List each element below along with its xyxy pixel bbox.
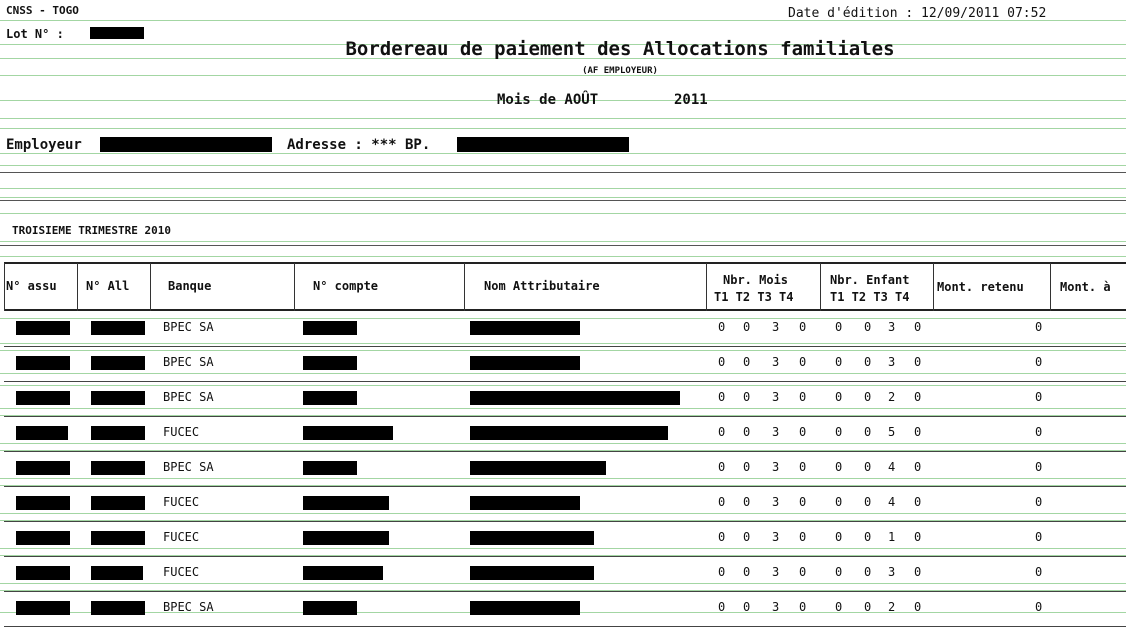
paper-stripe — [0, 241, 1126, 242]
redacted-no-compte — [303, 461, 357, 475]
redacted-no-all — [91, 531, 145, 545]
cell-nbr-enfant: 4 — [888, 460, 896, 474]
address-label: Adresse : *** BP. — [287, 137, 431, 153]
cell-nbr-mois: 0 — [718, 530, 726, 544]
cell-banque: FUCEC — [163, 565, 200, 579]
paper-stripe — [0, 583, 1126, 584]
redacted-address — [457, 137, 629, 152]
paper-stripe — [0, 385, 1126, 386]
redacted-no-all — [91, 426, 145, 440]
redacted-lot-number — [90, 27, 144, 39]
cell-nbr-enfant: 0 — [914, 495, 922, 509]
redacted-no-assu — [16, 496, 70, 510]
cell-banque: FUCEC — [163, 425, 200, 439]
column-divider — [464, 263, 465, 311]
cell-nbr-mois: 0 — [743, 355, 751, 369]
cell-nbr-enfant: 0 — [864, 390, 872, 404]
edition-date: Date d'édition : 12/09/2011 07:52 — [788, 6, 1047, 21]
cell-nbr-enfant: 1 — [888, 530, 896, 544]
cell-nbr-enfant: 0 — [835, 425, 843, 439]
cell-mont-retenu: 0 — [1035, 425, 1043, 439]
cell-nbr-mois: 3 — [772, 425, 780, 439]
cell-mont-retenu: 0 — [1035, 530, 1043, 544]
redacted-no-assu — [16, 531, 70, 545]
cell-nbr-enfant: 2 — [888, 390, 896, 404]
redacted-no-compte — [303, 391, 357, 405]
cell-nbr-enfant: 4 — [888, 495, 896, 509]
cell-nbr-mois: 0 — [799, 460, 807, 474]
column-divider — [820, 263, 821, 311]
paper-stripe — [0, 408, 1126, 409]
cell-nbr-mois: 0 — [718, 600, 726, 614]
cell-nbr-enfant: 0 — [835, 320, 843, 334]
cell-mont-retenu: 0 — [1035, 390, 1043, 404]
redacted-no-compte — [303, 321, 357, 335]
cell-banque: BPEC SA — [163, 320, 214, 334]
table-header-border — [4, 309, 1126, 311]
cell-nbr-mois: 0 — [718, 320, 726, 334]
redacted-nom-attributaire — [470, 496, 580, 510]
cell-nbr-mois: 0 — [718, 355, 726, 369]
row-rule — [4, 556, 1126, 557]
paper-stripe — [0, 343, 1126, 344]
paper-stripe — [0, 513, 1126, 514]
month-label: Mois de AOÛT — [497, 92, 599, 108]
cell-nbr-mois: 0 — [799, 495, 807, 509]
redacted-no-assu — [16, 391, 70, 405]
paper-stripe — [0, 373, 1126, 374]
cell-nbr-mois: 0 — [718, 425, 726, 439]
redacted-no-compte — [303, 426, 393, 440]
row-rule — [4, 416, 1126, 417]
cell-nbr-mois: 0 — [799, 600, 807, 614]
redacted-no-all — [91, 356, 145, 370]
cell-nbr-mois: 0 — [718, 565, 726, 579]
lot-label: Lot N° : — [6, 27, 64, 41]
cell-mont-retenu: 0 — [1035, 495, 1043, 509]
cell-nbr-mois: 0 — [718, 390, 726, 404]
cell-nbr-enfant: 0 — [864, 495, 872, 509]
paper-stripe — [0, 128, 1126, 129]
col-header-nbr-mois: Nbr. Mois — [723, 273, 789, 287]
cell-nbr-mois: 3 — [772, 530, 780, 544]
redacted-no-all — [91, 391, 145, 405]
col-header-banque: Banque — [168, 279, 212, 293]
cell-nbr-enfant: 0 — [864, 425, 872, 439]
column-divider — [1050, 263, 1051, 311]
redacted-nom-attributaire — [470, 531, 594, 545]
cell-nbr-enfant: 3 — [888, 355, 896, 369]
org-name: CNSS - TOGO — [6, 4, 79, 17]
cell-nbr-mois: 3 — [772, 460, 780, 474]
cell-nbr-enfant: 0 — [914, 320, 922, 334]
col-header-nbr-enfant: Nbr. Enfant — [830, 273, 910, 287]
paper-stripe — [0, 548, 1126, 549]
document-title: Bordereau de paiement des Allocations familiales — [345, 38, 895, 60]
cell-nbr-enfant: 0 — [914, 530, 922, 544]
cell-nbr-mois: 0 — [718, 460, 726, 474]
redacted-no-compte — [303, 531, 389, 545]
row-rule — [4, 381, 1126, 382]
cell-mont-retenu: 0 — [1035, 320, 1043, 334]
section-rule — [0, 200, 1126, 201]
cell-nbr-mois: 3 — [772, 495, 780, 509]
redacted-nom-attributaire — [470, 426, 668, 440]
row-rule — [4, 521, 1126, 522]
redacted-no-all — [91, 321, 145, 335]
redacted-no-assu — [16, 566, 70, 580]
column-divider — [706, 263, 707, 311]
column-divider — [933, 263, 934, 311]
col-header-no-compte: N° compte — [313, 279, 379, 293]
cell-banque: BPEC SA — [163, 390, 214, 404]
paper-stripe — [0, 118, 1126, 119]
year-label: 2011 — [674, 92, 708, 108]
paper-stripe — [0, 256, 1126, 257]
cell-nbr-mois: 0 — [743, 320, 751, 334]
cell-nbr-enfant: 0 — [914, 565, 922, 579]
redacted-no-all — [91, 496, 145, 510]
cell-nbr-enfant: 0 — [864, 600, 872, 614]
cell-mont-retenu: 0 — [1035, 600, 1043, 614]
col-header-no-assu: N° assu — [6, 279, 57, 293]
cell-nbr-mois: 0 — [743, 460, 751, 474]
cell-nbr-enfant: 0 — [835, 565, 843, 579]
cell-nbr-mois: 3 — [772, 320, 780, 334]
cell-nbr-mois: 0 — [743, 530, 751, 544]
cell-banque: BPEC SA — [163, 600, 214, 614]
cell-nbr-enfant: 0 — [835, 495, 843, 509]
cell-nbr-enfant: 0 — [835, 530, 843, 544]
cell-nbr-enfant: 0 — [864, 565, 872, 579]
cell-banque: BPEC SA — [163, 355, 214, 369]
redacted-no-compte — [303, 601, 357, 615]
column-divider — [150, 263, 151, 311]
paper-stripe — [0, 443, 1126, 444]
redacted-no-compte — [303, 356, 357, 370]
cell-nbr-mois: 0 — [718, 495, 726, 509]
cell-nbr-mois: 0 — [799, 565, 807, 579]
paper-stripe — [0, 188, 1126, 189]
col-header-mois-quarters: T1 T2 T3 T4 — [714, 290, 794, 304]
cell-nbr-enfant: 0 — [864, 355, 872, 369]
row-rule — [4, 591, 1126, 592]
row-rule — [4, 451, 1126, 452]
cell-banque: BPEC SA — [163, 460, 214, 474]
cell-nbr-mois: 0 — [799, 320, 807, 334]
redacted-nom-attributaire — [470, 391, 680, 405]
cell-nbr-mois: 0 — [743, 600, 751, 614]
redacted-nom-attributaire — [470, 321, 580, 335]
col-header-enfant-quarters: T1 T2 T3 T4 — [830, 290, 910, 304]
redacted-no-all — [91, 566, 143, 580]
column-divider — [4, 263, 5, 311]
cell-nbr-enfant: 0 — [864, 460, 872, 474]
column-divider — [77, 263, 78, 311]
paper-stripe — [0, 153, 1126, 154]
cell-nbr-mois: 0 — [799, 530, 807, 544]
cell-nbr-enfant: 0 — [914, 600, 922, 614]
cell-nbr-mois: 0 — [743, 390, 751, 404]
cell-nbr-mois: 0 — [799, 390, 807, 404]
col-header-nom: Nom Attributaire — [484, 279, 600, 293]
paper-stripe — [0, 350, 1126, 351]
cell-nbr-enfant: 5 — [888, 425, 896, 439]
cell-nbr-mois: 3 — [772, 565, 780, 579]
redacted-no-assu — [16, 321, 70, 335]
redacted-nom-attributaire — [470, 356, 580, 370]
redacted-nom-attributaire — [470, 461, 606, 475]
cell-nbr-mois: 0 — [743, 495, 751, 509]
cell-nbr-enfant: 0 — [864, 320, 872, 334]
cell-nbr-enfant: 0 — [835, 460, 843, 474]
redacted-no-all — [91, 601, 145, 615]
section-rule — [0, 172, 1126, 173]
cell-mont-retenu: 0 — [1035, 355, 1043, 369]
paper-stripe — [0, 213, 1126, 214]
redacted-no-assu — [16, 356, 70, 370]
cell-nbr-enfant: 0 — [914, 355, 922, 369]
cell-nbr-mois: 0 — [743, 425, 751, 439]
cell-nbr-enfant: 0 — [835, 390, 843, 404]
cell-banque: FUCEC — [163, 530, 200, 544]
redacted-no-assu — [16, 601, 70, 615]
redacted-no-compte — [303, 566, 383, 580]
paper-stripe — [0, 197, 1126, 198]
row-rule — [4, 486, 1126, 487]
redacted-no-compte — [303, 496, 389, 510]
cell-nbr-mois: 0 — [799, 355, 807, 369]
cell-nbr-mois: 0 — [743, 565, 751, 579]
cell-nbr-enfant: 0 — [864, 530, 872, 544]
redacted-no-all — [91, 461, 145, 475]
cell-nbr-enfant: 0 — [914, 460, 922, 474]
redacted-no-assu — [16, 426, 68, 440]
paper-stripe — [0, 165, 1126, 166]
cell-mont-retenu: 0 — [1035, 565, 1043, 579]
cell-nbr-mois: 3 — [772, 600, 780, 614]
cell-nbr-enfant: 0 — [835, 355, 843, 369]
paper-stripe — [0, 318, 1126, 319]
col-header-mont-retenu: Mont. retenu — [937, 280, 1024, 294]
cell-nbr-mois: 3 — [772, 390, 780, 404]
section-rule — [0, 245, 1126, 246]
cell-nbr-enfant: 0 — [835, 600, 843, 614]
cell-nbr-enfant: 3 — [888, 320, 896, 334]
cell-nbr-enfant: 0 — [914, 390, 922, 404]
cell-nbr-enfant: 0 — [914, 425, 922, 439]
document-subtitle: (AF EMPLOYEUR) — [582, 66, 658, 76]
cell-nbr-mois: 3 — [772, 355, 780, 369]
redacted-nom-attributaire — [470, 601, 580, 615]
column-divider — [294, 263, 295, 311]
redacted-no-assu — [16, 461, 70, 475]
cell-nbr-enfant: 2 — [888, 600, 896, 614]
period-label: TROISIEME TRIMESTRE 2010 — [12, 224, 171, 237]
redacted-employer — [100, 137, 272, 152]
col-header-mont-a: Mont. à — [1060, 280, 1111, 294]
row-rule — [4, 346, 1126, 347]
cell-banque: FUCEC — [163, 495, 200, 509]
cell-nbr-enfant: 3 — [888, 565, 896, 579]
employer-label: Employeur — [6, 137, 82, 153]
cell-mont-retenu: 0 — [1035, 460, 1043, 474]
cell-nbr-mois: 0 — [799, 425, 807, 439]
paper-stripe — [0, 478, 1126, 479]
redacted-nom-attributaire — [470, 566, 594, 580]
table-top-border — [4, 262, 1126, 264]
col-header-no-all: N° All — [86, 279, 130, 293]
